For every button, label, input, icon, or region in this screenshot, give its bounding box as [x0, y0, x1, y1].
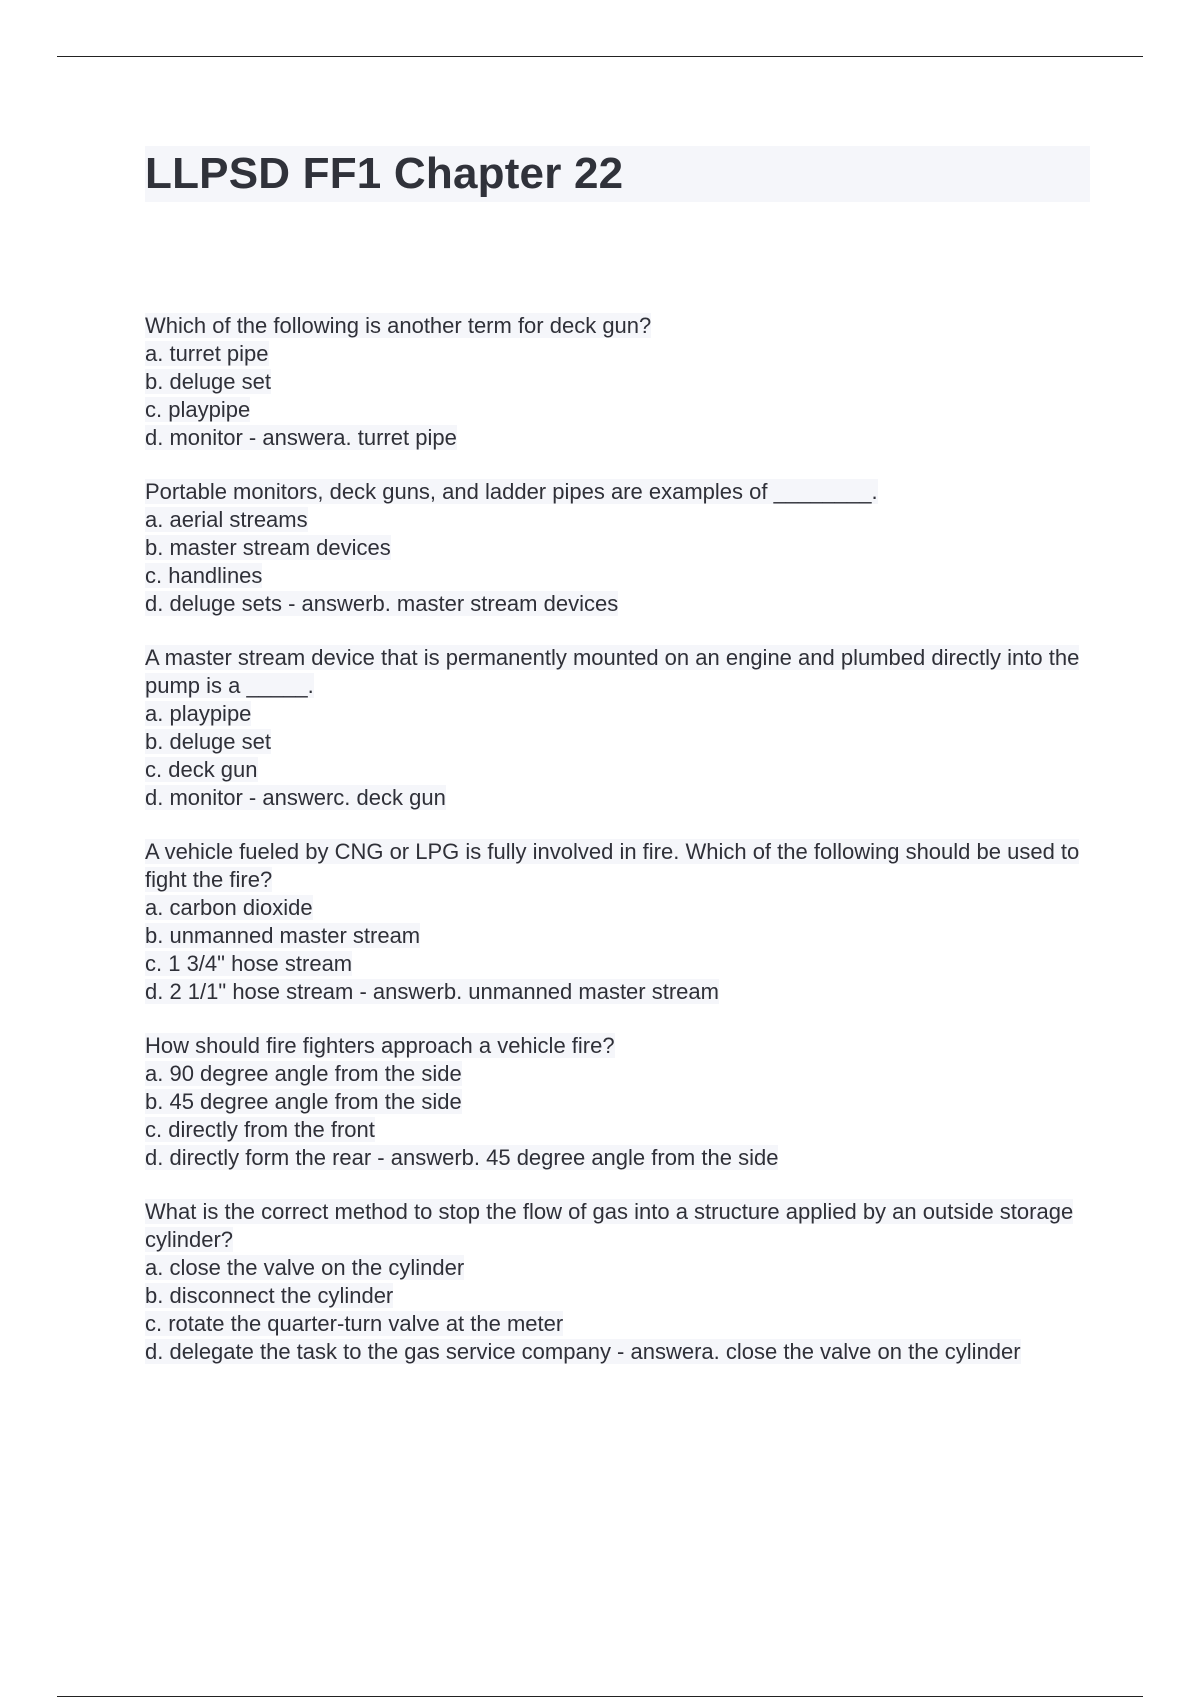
option-c: c. playpipe	[145, 397, 251, 422]
title-block	[145, 146, 1090, 202]
option-b: b. master stream devices	[145, 535, 391, 560]
option-a: a. 90 degree angle from the side	[145, 1061, 462, 1086]
question-stem: Which of the following is another term for deck gun?	[145, 313, 652, 338]
option-a: a. playpipe	[145, 701, 252, 726]
question-3	[145, 644, 1090, 812]
option-c: c. deck gun	[145, 757, 258, 782]
option-a: a. aerial streams	[145, 507, 308, 532]
option-d-with-answer: d. delegate the task to the gas service company - answera. close the valve on the cylinder	[145, 1339, 1021, 1364]
option-b: b. deluge set	[145, 369, 271, 394]
question-stem: How should fire fighters approach a vehicle fire?	[145, 1033, 615, 1058]
question-stem: What is the correct method to stop the flow of gas into a structure applied by an outside storage cylinder?	[145, 1199, 1074, 1252]
option-d-with-answer: d. monitor - answerc. deck gun	[145, 785, 446, 810]
question-stem: A vehicle fueled by CNG or LPG is fully involved in fire. Which of the following should be used to fight the fire?	[145, 839, 1080, 892]
option-c: c. handlines	[145, 563, 263, 588]
option-b: b. 45 degree angle from the side	[145, 1089, 462, 1114]
option-b: b. deluge set	[145, 729, 271, 754]
question-stem: Portable monitors, deck guns, and ladder pipes are examples of ________.	[145, 479, 878, 504]
option-c: c. 1 3/4" hose stream	[145, 951, 353, 976]
option-b: b. disconnect the cylinder	[145, 1283, 394, 1308]
option-d-with-answer: d. monitor - answera. turret pipe	[145, 425, 457, 450]
option-d-with-answer: d. 2 1/1" hose stream - answerb. unmanned master stream	[145, 979, 719, 1004]
option-c: c. directly from the front	[145, 1117, 375, 1142]
question-list	[145, 312, 1090, 1392]
question-4	[145, 838, 1090, 1006]
option-b: b. unmanned master stream	[145, 923, 421, 948]
bottom-rule	[57, 1696, 1143, 1697]
option-c: c. rotate the quarter-turn valve at the meter	[145, 1311, 564, 1336]
page-title: LLPSD FF1 Chapter 22	[145, 149, 624, 198]
top-rule	[57, 56, 1143, 57]
option-d-with-answer: d. directly form the rear - answerb. 45 degree angle from the side	[145, 1145, 779, 1170]
question-stem: A master stream device that is permanently mounted on an engine and plumbed directly into the pump is a _____.	[145, 645, 1080, 698]
option-a: a. turret pipe	[145, 341, 269, 366]
option-d-with-answer: d. deluge sets - answerb. master stream devices	[145, 591, 619, 616]
question-1	[145, 312, 1090, 452]
question-6	[145, 1198, 1090, 1366]
option-a: a. close the valve on the cylinder	[145, 1255, 465, 1280]
question-2	[145, 478, 1090, 618]
option-a: a. carbon dioxide	[145, 895, 313, 920]
question-5	[145, 1032, 1090, 1172]
